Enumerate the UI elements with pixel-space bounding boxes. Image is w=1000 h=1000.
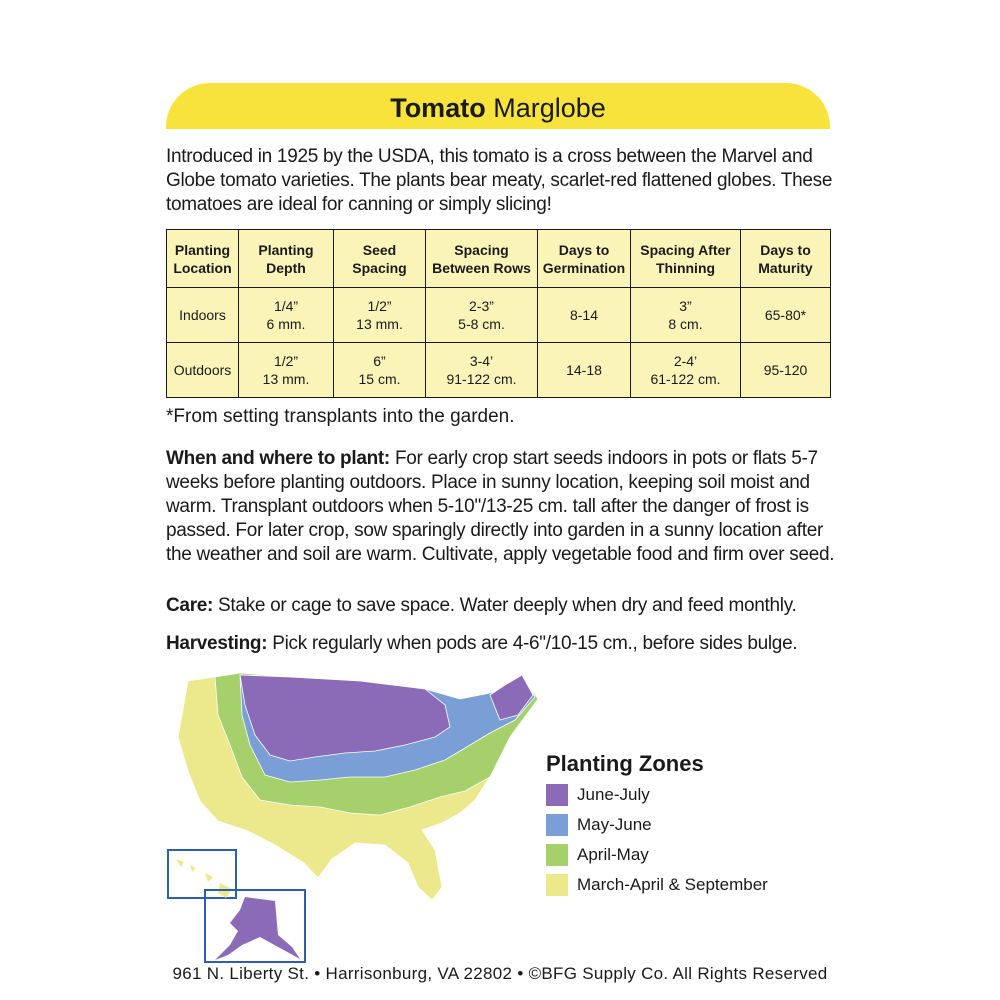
table-cell [334, 288, 426, 343]
table-cell-line: 95-120 [763, 362, 808, 378]
legend-swatch [546, 814, 568, 836]
harvesting-text: Pick regularly when pods are 4-6"/10-15 cm., before sides bulge. [267, 633, 798, 654]
product-title [166, 83, 830, 129]
column-header [334, 230, 426, 288]
table-cell-line: 8-14 [569, 307, 599, 323]
legend-label: May-June [577, 815, 652, 834]
when-where-text: For early crop start seeds indoors in pots or flats 5-7 weeks before planting outdoors. Place in sunny location, keeping soil moist and warm. Transplant outdoors when 5-10"/13-25 cm. tall after the danger of frost is passed. For later crop, sow sparingly directly into garden in a sunny location after the weather and soil are warm. Cultivate, apply vegetable food and firm over seed. [166, 448, 835, 565]
planting-table [166, 229, 831, 398]
table-cell-line: 13 mm. [262, 371, 310, 387]
care-label: Care: [166, 595, 214, 616]
table-cell-line: 91-122 cm. [446, 371, 517, 387]
column-header-line: Spacing [352, 259, 407, 276]
legend-swatch [546, 784, 568, 806]
table-cell-line: 6” [373, 353, 386, 369]
harvesting-label: Harvesting: [166, 633, 268, 654]
variety-name: Marglobe [493, 93, 606, 123]
column-header-line: Thinning [655, 259, 716, 276]
table-cell-line: 61-122 cm. [650, 371, 721, 387]
legend-item [546, 870, 768, 900]
table-cell-line: 13 mm. [356, 316, 403, 332]
legend-label: April-May [577, 845, 649, 864]
column-header-line: Days to [760, 241, 811, 258]
when-where-label: When and where to plant: [166, 448, 390, 469]
legend-swatch [546, 844, 568, 866]
column-header [538, 230, 631, 288]
planting-zones-legend [546, 751, 768, 900]
column-header-line: Seed [362, 241, 397, 258]
table-cell-line: 15 cm. [358, 371, 401, 387]
planting-zone-map [160, 665, 540, 965]
column-header [239, 230, 334, 288]
table-cell-line: 65-80* [764, 307, 807, 323]
footnote: *From setting transplants into the garden. [166, 406, 515, 427]
table-cell-line: 14-18 [566, 362, 602, 378]
table-cell [741, 288, 831, 343]
legend-swatch [546, 874, 568, 896]
column-header-line: Planting [174, 241, 231, 258]
table-cell-line: 5-8 cm. [458, 316, 505, 332]
column-header-line: Spacing [454, 241, 509, 258]
column-header-line: Planting [258, 241, 314, 258]
table-cell [538, 343, 631, 398]
legend-item [546, 840, 768, 870]
column-header-line: Maturity [758, 259, 813, 276]
column-header [631, 230, 741, 288]
harvesting-paragraph [166, 632, 836, 656]
table-cell-line: 3-4’ [469, 353, 494, 369]
table-cell [538, 288, 631, 343]
column-header-line: Depth [266, 259, 306, 276]
table-cell-line: 2-3” [469, 298, 494, 314]
legend-label: March-April & September [577, 875, 768, 894]
table-cell-line: 1/4” [273, 298, 299, 314]
column-header [741, 230, 831, 288]
table-header-row [167, 230, 831, 288]
table-cell-line: Indoors [179, 307, 226, 323]
intro-text: Introduced in 1925 by the USDA, this tomato is a cross between the Marvel and Globe tomato varieties. The plants bear meaty, scarlet-red flattened globes. These tomatoes are ideal for canning or simply slicing! [166, 146, 833, 215]
table-cell [426, 288, 538, 343]
table-cell-line: 2-4’ [673, 353, 698, 369]
column-header [426, 230, 538, 288]
care-text: Stake or cage to save space. Water deeply when dry and feed monthly. [213, 595, 797, 616]
table-cell [334, 343, 426, 398]
table-cell-line: 8 cm. [668, 316, 703, 332]
table-cell-line: 1/2” [367, 298, 392, 314]
alaska-shape [215, 897, 300, 960]
table-cell [167, 288, 239, 343]
table-cell [631, 288, 741, 343]
table-cell-line: 6 mm. [266, 316, 306, 332]
column-header-line: Location [173, 259, 232, 276]
table-cell [239, 288, 334, 343]
table-row [167, 343, 831, 398]
care-paragraph [166, 594, 836, 618]
table-cell [167, 343, 239, 398]
column-header-line: Days to [558, 241, 610, 258]
table-cell [631, 343, 741, 398]
legend-item [546, 780, 768, 810]
table-cell-line: 1/2” [273, 353, 299, 369]
table-cell [239, 343, 334, 398]
column-header-line: Spacing After [640, 241, 731, 258]
legend-title: Planting Zones [546, 751, 704, 776]
table-row [167, 288, 831, 343]
when-where-paragraph [166, 447, 836, 567]
table-cell [741, 343, 831, 398]
legend-item [546, 810, 768, 840]
product-name: Tomato [390, 93, 486, 123]
column-header-line: Germination [542, 259, 626, 276]
column-header-line: Between Rows [432, 259, 531, 276]
company-address: 961 N. Liberty St. • Harrisonburg, VA 22802 • ©BFG Supply Co. All Rights Reserved [172, 964, 828, 983]
legend-label: June-July [577, 785, 650, 804]
table-cell [426, 343, 538, 398]
table-cell-line: 3” [679, 298, 692, 314]
table-cell-line: Outdoors [173, 362, 232, 378]
column-header [167, 230, 239, 288]
